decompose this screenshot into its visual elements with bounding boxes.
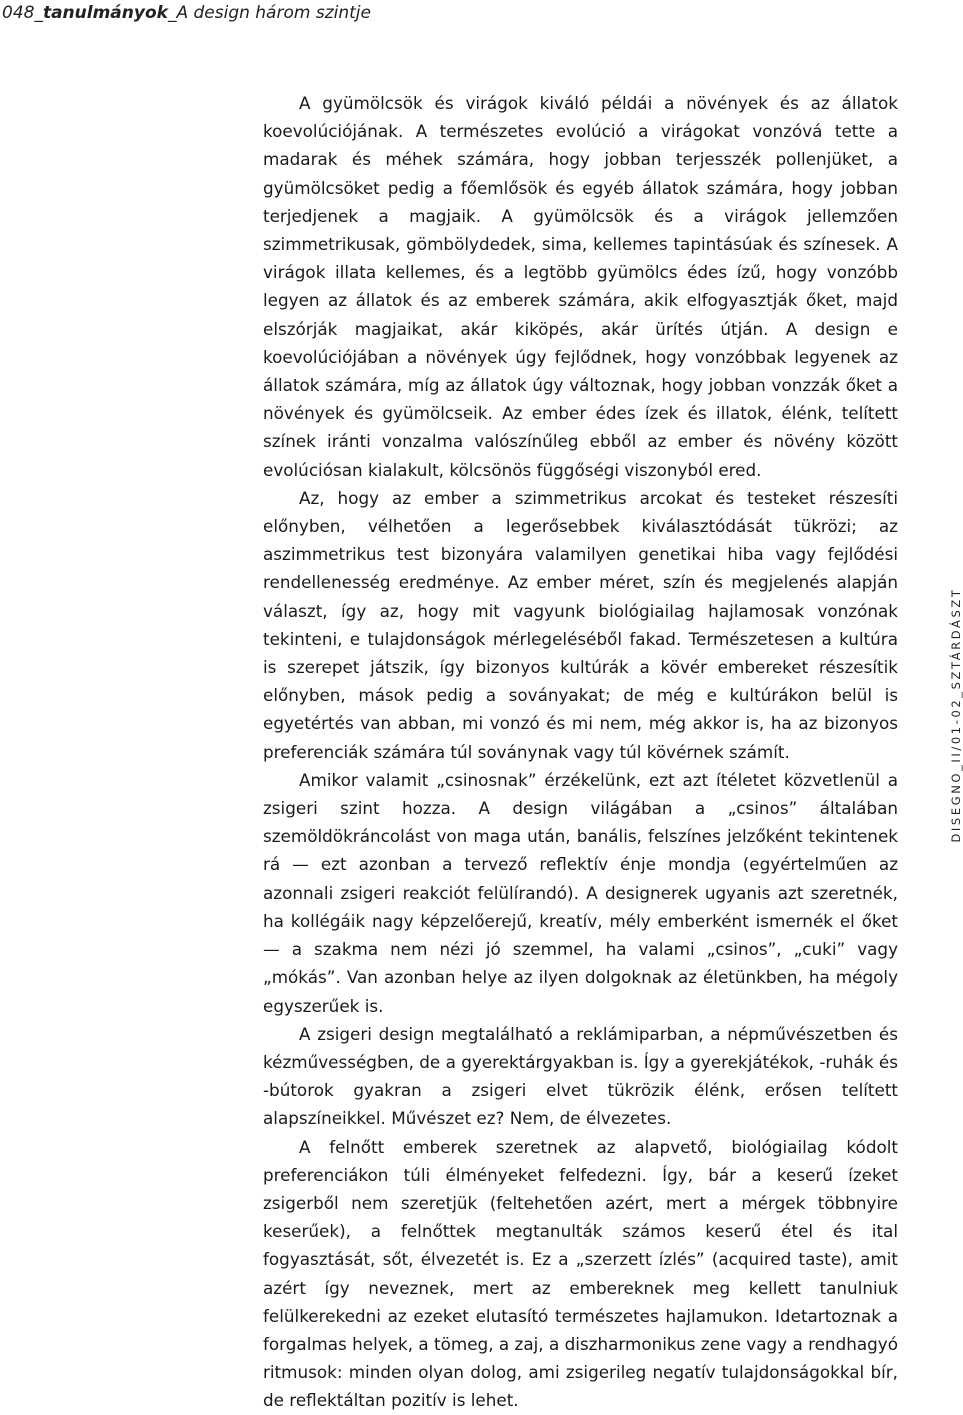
journal-side-label: DISEGNO_II/01-02_SZTÁRDÁSZT xyxy=(949,587,963,843)
section-name: tanulmányok xyxy=(42,3,168,23)
paragraph-2: Az, hogy az ember a szimmetrikus arcokat és testeket részesíti előnyben, vélhetően a legerősebbek kiválasztódását tükrözi; az aszimmetrikus test bizonyára valamilyen genetikai hiba vagy fejlődési rendellenesség eredménye. Az ember méret, szín és megjelenés alapján választ, így az, hogy mit vagyunk biológiailag hajlamosak vonzónak tekinteni, e tulajdonságok mérlegeléséből fakad. Természetesen a kultúra is szerepet játszik, így bizonyos kultúrák a kövér embereket részesítik előnyben, mások pedig a soványakat; de még e kultúrákon belül is egyetértés van abban, mi vonzó és mi nem, még akkor is, ha az bizonyos preferenciák számára túl soványnak vagy túl kövérnek számít. xyxy=(263,487,898,762)
paragraph-1: A gyümölcsök és virágok kiváló példái a növények és az állatok koevolúciójának. A természetes evolúció a virágokat vonzóvá tette a madarak és méhek számára, hogy jobban terjesszék pollenjüket, a gyümölcsöket pedig a főemlősök és egyéb állatok számára, hogy jobban terjedjenek a magjaik. A gyümölcsök és a virágok jellemzően szimmetrikusak, gömbölydedek, sima, kellemes tapintásúak és színesek. A virágok illata kellemes, és a legtöbb gyümölcs édes ízű, hogy vonzóbb legyen az állatok és az emberek számára, akik elfogyasztják őket, majd elszórják magjaikat, akár kiköpés, akár ürítés útján. A design e koevolúciójában a növények úgy fejlődnek, hogy vonzóbbak legyenek az állatok számára, míg az állatok úgy változnak, hogy jobban vonzzák őket a növények és gyümölcseik. Az ember édes ízek és illatok, élénk, telített színek iránti vonzalma valószínűleg ebből az ember és növény között evolúciósan kialakult, kölcsönös függőségi viszonyból ered. xyxy=(263,93,898,480)
article-body xyxy=(263,89,898,1415)
page-number: 048 xyxy=(2,3,35,23)
article-title: A design három szintje xyxy=(176,3,371,23)
running-head: 048_tanulmányok_A design három szintje xyxy=(2,3,371,23)
paragraph-4: A zsigeri design megtalálható a reklámiparban, a népművészetben és kézművességben, de a gyerektárgyakban is. Így a gyerekjátékok, -ruhák és -bútorok gyakran a zsigeri elvet tükrözik élénk, erősen telített alapszíneikkel. Művészet ez? Nem, de élvezetes. xyxy=(263,1023,898,1129)
paragraph-3: Amikor valamit „csinosnak” érzékelünk, ezt azt ítéletet közvetlenül a zsigeri szint hozza. A design világában a „csinos” általában szemöldökráncolást von maga után, banális, felszínes jelzőként tekintenek rá — ezt azonban a tervező reflektív énje mondja (egyértelműen az azonnali zsigeri reakciót felülírandó). A designerek ugyanis azt szeretnék, ha kollégáik nagy képzelőerejű, kreatív, mély emberként ismernék el őket — a szakma nem nézi jó szemmel, ha valami „csinos”, „cuki” vagy „mókás”. Van azonban helye az ilyen dolgoknak az életünkben, ha mégoly egyszerűek is. xyxy=(263,769,898,1016)
paragraph-5: A felnőtt emberek szeretnek az alapvető, biológiailag kódolt preferenciákon túli élményeket felfedezni. Így, bár a keserű ízeket zsigerből nem szeretjük (feltehetően azért, mert a mérgek többnyire keserűek), a felnőttek megtanulták számos keserű étel és ital fogyasztását, sőt, élvezetét is. Ez a „szerzett ízlés” (acquired taste), amit azért így neveznek, mert az embereknek meg kellett tanulniuk felülkerekedni az ezeket elutasító természetes hajlamukon. Idetartoznak a forgalmas helyek, a tömeg, a zaj, a diszharmonikus zene vagy a rendhagyó ritmusok: minden olyan dolog, ami zsigerileg negatív tulajdonságokkal bír, de reflektáltan pozitív is lehet. xyxy=(263,1136,898,1411)
